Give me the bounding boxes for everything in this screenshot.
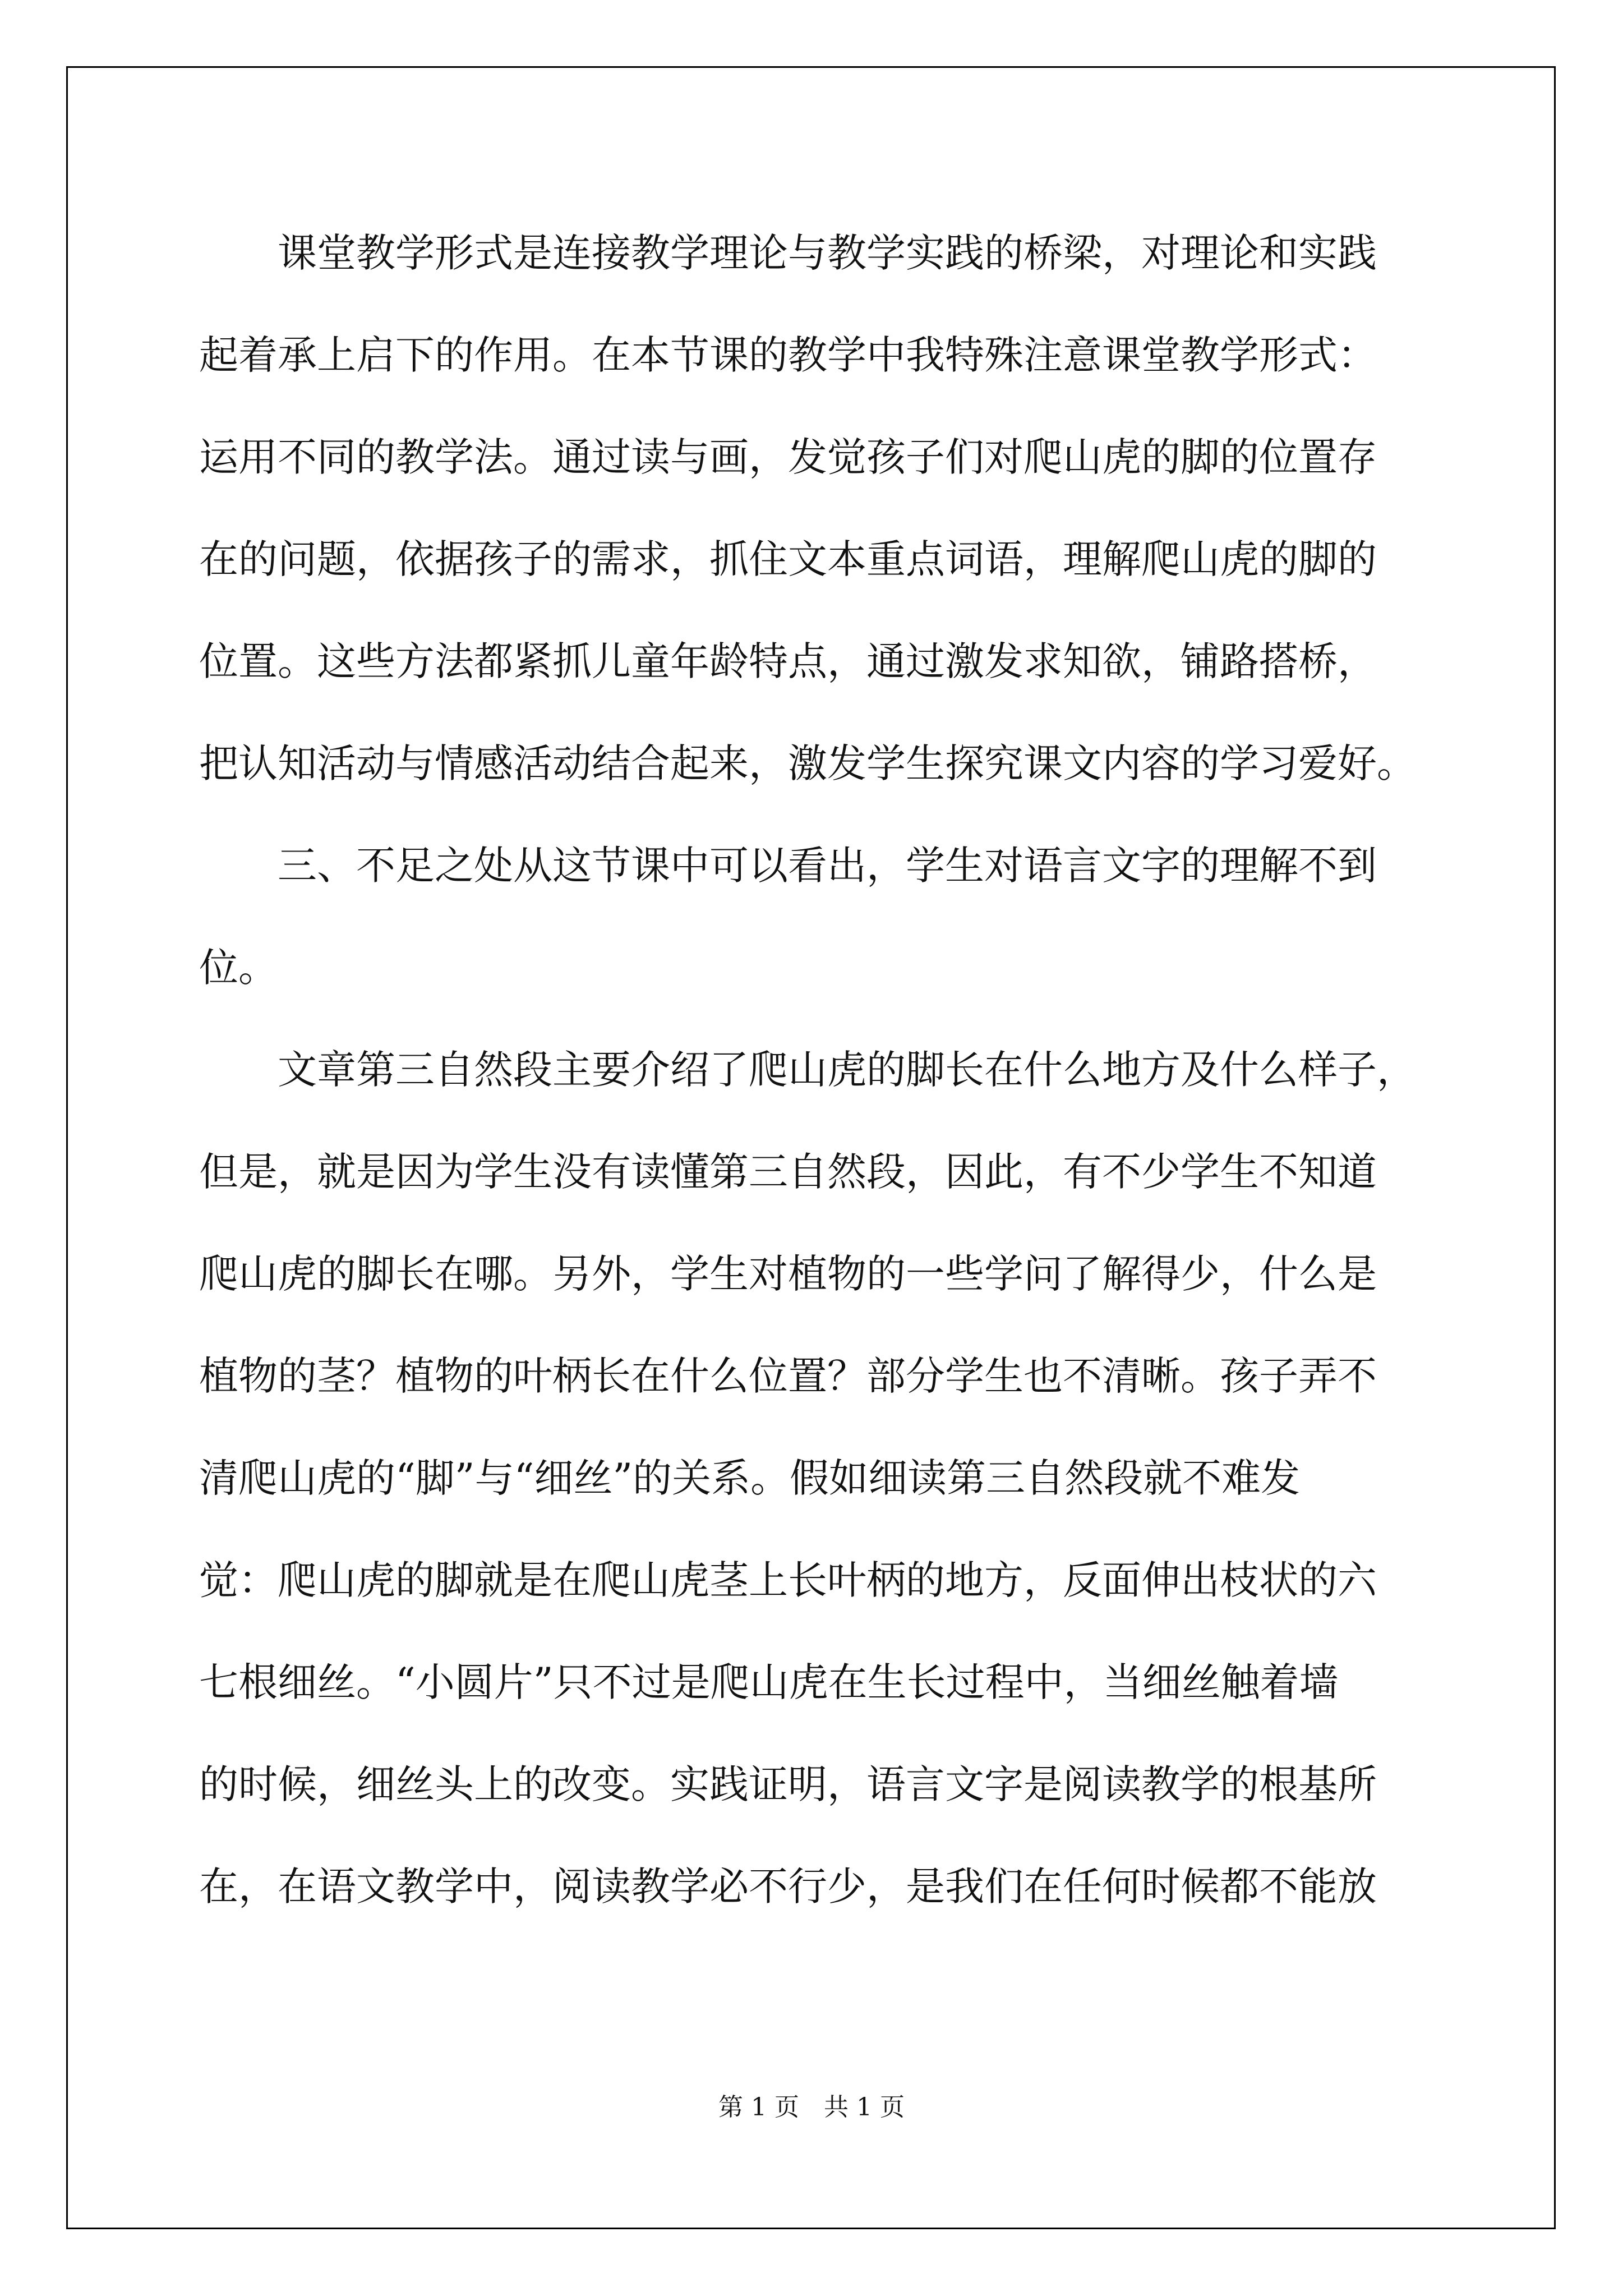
text-line: 运用不同的教学法。通过读与画，发觉孩子们对爬山虎的脚的位置存 bbox=[199, 434, 1377, 480]
text-line: 但是，就是因为学生没有读懂第三自然段，因此，有不少学生不知道 bbox=[199, 1149, 1377, 1195]
text-line: 在，在语文教学中，阅读教学必不行少，是我们在任何时候都不能放 bbox=[199, 1864, 1377, 1910]
text-line: 把认知活动与情感活动结合起来，激发学生探究课文内容的学习爱好。 bbox=[199, 740, 1416, 786]
text-line: 爬山虎的脚长在哪。另外，学生对植物的一些学问了解得少，什么是 bbox=[199, 1251, 1377, 1297]
text-line: 植物的茎？植物的叶柄长在什么位置？部分学生也不清晰。孩子弄不 bbox=[199, 1353, 1377, 1399]
document-body bbox=[199, 202, 1450, 1938]
text-line: 文章第三自然段主要介绍了爬山虎的脚长在什么地方及什么样子， bbox=[199, 1047, 1416, 1093]
text-line: 三、不足之处从这节课中可以看出，学生对语言文字的理解不到 bbox=[199, 843, 1377, 889]
text-line: 在的问题，依据孩子的需求，抓住文本重点词语，理解爬山虎的脚的 bbox=[199, 536, 1377, 582]
text-line: 起着承上启下的作用。在本节课的教学中我特殊注意课堂教学形式： bbox=[199, 332, 1377, 378]
text-line: 觉：爬山虎的脚就是在爬山虎茎上长叶柄的地方，反面伸出枝状的六 bbox=[199, 1557, 1377, 1603]
text-line: 位置。这些方法都紧抓儿童年龄特点，通过激发求知欲，铺路搭桥， bbox=[199, 638, 1377, 684]
text-line: 位。 bbox=[199, 945, 278, 991]
text-line: 课堂教学形式是连接教学理论与教学实践的桥梁，对理论和实践 bbox=[199, 230, 1377, 276]
page-footer: 第 1 页 共 1 页 bbox=[718, 2093, 905, 2122]
text-line: 清爬山虎的“脚”与“细丝”的关系。假如细读第三自然段就不难发 bbox=[199, 1455, 1301, 1501]
text-line: 的时候，细丝头上的改变。实践证明，语言文字是阅读教学的根基所 bbox=[199, 1761, 1377, 1807]
text-line: 七根细丝。“小圆片”只不过是爬山虎在生长过程中，当细丝触着墙 bbox=[199, 1659, 1339, 1705]
